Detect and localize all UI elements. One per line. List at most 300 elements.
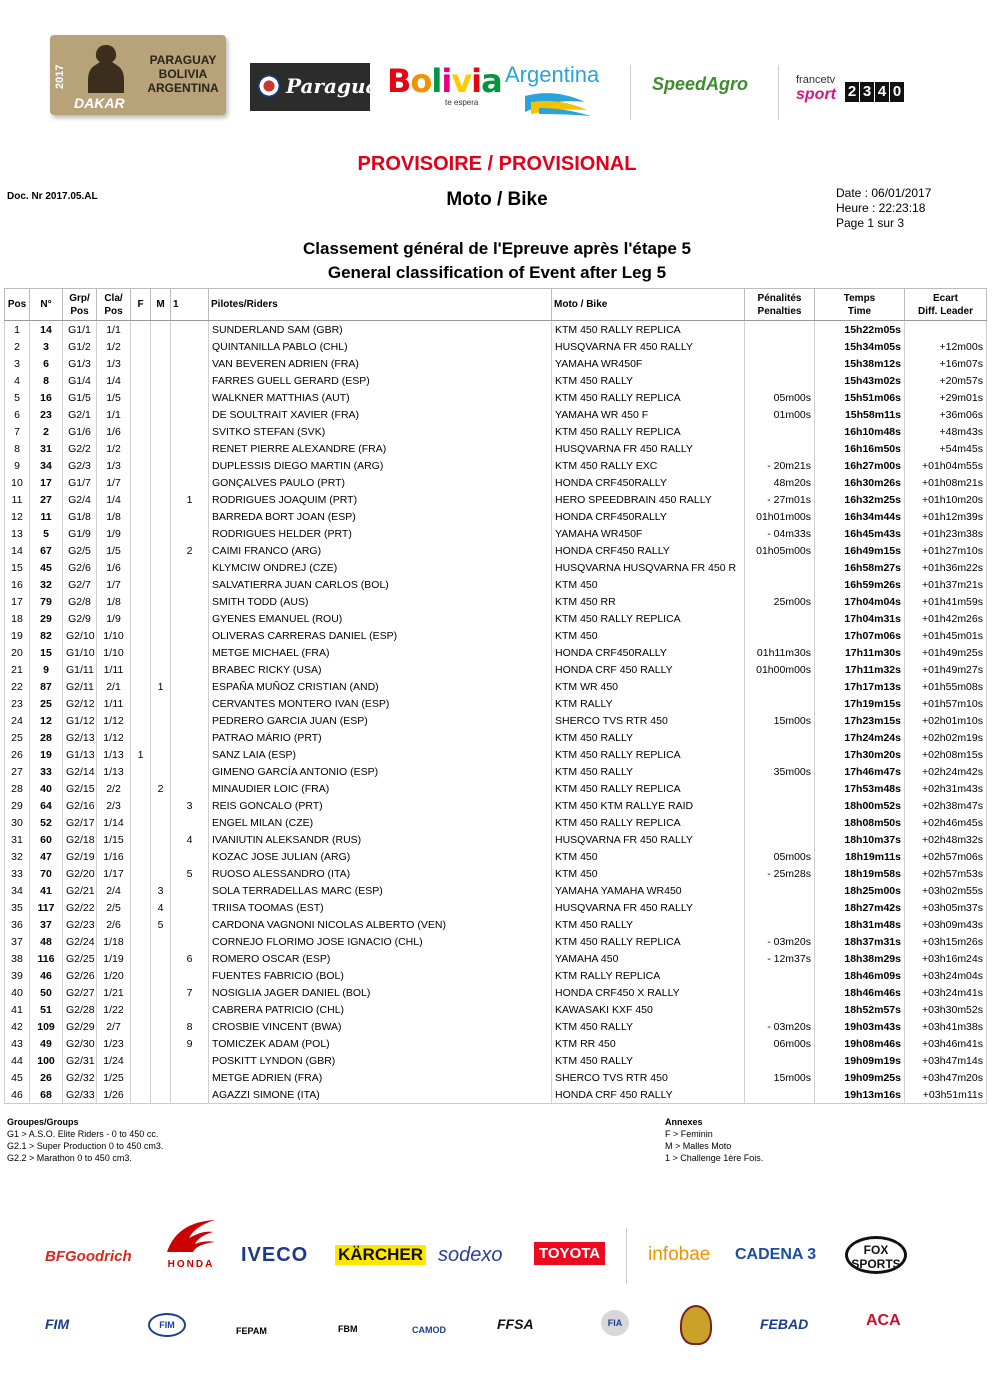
row-penalty — [745, 882, 815, 899]
row-time: 18h37m31s — [815, 933, 905, 950]
row-penalty — [745, 576, 815, 593]
row-malles-moto — [151, 474, 171, 491]
row-malles-moto: 2 — [151, 780, 171, 797]
table-row — [5, 933, 987, 950]
row-pos: 12 — [5, 508, 30, 525]
row-bike: KTM RALLY REPLICA — [552, 967, 745, 984]
row-feminin — [131, 933, 151, 950]
cadena3-logo: CADENA 3 — [735, 1246, 817, 1263]
dakar-logo-word: DAKAR — [74, 95, 125, 111]
table-row — [5, 525, 987, 542]
row-first-time — [171, 576, 209, 593]
row-pos: 16 — [5, 576, 30, 593]
row-time: 18h00m52s — [815, 797, 905, 814]
table-row — [5, 1018, 987, 1035]
table-row — [5, 967, 987, 984]
ffsa-logo: FFSA — [497, 1316, 534, 1332]
row-time: 19h03m43s — [815, 1018, 905, 1035]
row-group-pos: G2/20 — [63, 865, 97, 882]
row-time: 16h30m26s — [815, 474, 905, 491]
row-group-pos: G2/27 — [63, 984, 97, 1001]
row-pos: 2 — [5, 338, 30, 355]
row-penalty — [745, 729, 815, 746]
row-pos: 27 — [5, 763, 30, 780]
row-penalty: 01m00s — [745, 406, 815, 423]
row-time: 16h16m50s — [815, 440, 905, 457]
row-feminin — [131, 865, 151, 882]
sodexo-logo: sodexo — [438, 1244, 503, 1266]
row-number: 37 — [30, 916, 63, 933]
classification-title-fr: Classement général de l'Epreuve après l'étape 5 — [303, 239, 691, 258]
fia-logo: FIA — [601, 1310, 629, 1336]
row-group-pos: G2/6 — [63, 559, 97, 576]
row-feminin — [131, 593, 151, 610]
row-pos: 38 — [5, 950, 30, 967]
row-feminin — [131, 474, 151, 491]
row-feminin — [131, 882, 151, 899]
fox-sports-logo: FOX SPORTS — [845, 1236, 907, 1274]
row-group-pos: G2/11 — [63, 678, 97, 695]
row-penalty — [745, 780, 815, 797]
row-rider: ROMERO OSCAR (ESP) — [209, 950, 552, 967]
row-bike: KTM 450 RALLY REPLICA — [552, 814, 745, 831]
row-first-time — [171, 814, 209, 831]
col-group-pos: Grp/ Pos — [63, 289, 97, 321]
row-gap: +02h01m10s — [905, 712, 987, 729]
row-pos: 42 — [5, 1018, 30, 1035]
row-group-pos: G1/5 — [63, 389, 97, 406]
row-rider: METGE MICHAEL (FRA) — [209, 644, 552, 661]
row-bike: YAMAHA WR 450 F — [552, 406, 745, 423]
row-gap — [905, 321, 987, 339]
row-number: 82 — [30, 627, 63, 644]
row-number: 67 — [30, 542, 63, 559]
row-rider: FARRES GUELL GERARD (ESP) — [209, 372, 552, 389]
row-time: 16h34m44s — [815, 508, 905, 525]
row-pos: 28 — [5, 780, 30, 797]
row-number: 28 — [30, 729, 63, 746]
row-gap: +54m45s — [905, 440, 987, 457]
row-bike: HONDA CRF450 X RALLY — [552, 984, 745, 1001]
row-malles-moto — [151, 933, 171, 950]
row-time: 18h31m48s — [815, 916, 905, 933]
row-penalty: - 25m28s — [745, 865, 815, 882]
aca-logo: ACA — [866, 1312, 901, 1329]
row-group-pos: G1/13 — [63, 746, 97, 763]
row-malles-moto — [151, 440, 171, 457]
row-first-time — [171, 423, 209, 440]
row-feminin — [131, 712, 151, 729]
row-first-time — [171, 440, 209, 457]
row-bike: KTM 450 RALLY REPLICA — [552, 780, 745, 797]
table-row — [5, 457, 987, 474]
row-time: 15h43m02s — [815, 372, 905, 389]
row-malles-moto — [151, 1018, 171, 1035]
row-penalty — [745, 559, 815, 576]
row-bike: HUSQVARNA FR 450 RALLY — [552, 440, 745, 457]
row-class-pos: 1/20 — [97, 967, 131, 984]
row-rider: PEDRERO GARCIA JUAN (ESP) — [209, 712, 552, 729]
table-row — [5, 644, 987, 661]
row-bike: SHERCO TVS RTR 450 — [552, 1069, 745, 1086]
row-feminin — [131, 406, 151, 423]
row-penalty: 48m20s — [745, 474, 815, 491]
row-penalty: 25m00s — [745, 593, 815, 610]
row-class-pos: 1/1 — [97, 406, 131, 423]
row-malles-moto — [151, 525, 171, 542]
row-group-pos: G1/12 — [63, 712, 97, 729]
row-malles-moto: 1 — [151, 678, 171, 695]
row-pos: 40 — [5, 984, 30, 1001]
row-feminin — [131, 848, 151, 865]
row-class-pos: 1/5 — [97, 542, 131, 559]
row-group-pos: G1/1 — [63, 321, 97, 339]
row-bike: HONDA CRF450RALLY — [552, 508, 745, 525]
row-group-pos: G2/24 — [63, 933, 97, 950]
row-malles-moto — [151, 865, 171, 882]
col-class-pos: Cla/ Pos — [97, 289, 131, 321]
row-feminin — [131, 729, 151, 746]
row-time: 16h27m00s — [815, 457, 905, 474]
dakar-logo-countries: PARAGUAY BOLIVIA ARGENTINA — [147, 53, 219, 95]
table-row — [5, 559, 987, 576]
row-number: 87 — [30, 678, 63, 695]
row-rider: BARREDA BORT JOAN (ESP) — [209, 508, 552, 525]
classification-title-en: General classification of Event after Leg 5 — [327, 263, 667, 282]
table-row — [5, 1086, 987, 1104]
row-time: 15h51m06s — [815, 389, 905, 406]
row-class-pos: 1/25 — [97, 1069, 131, 1086]
row-class-pos: 1/7 — [97, 576, 131, 593]
row-malles-moto — [151, 1086, 171, 1104]
row-number: 32 — [30, 576, 63, 593]
row-malles-moto — [151, 1001, 171, 1018]
row-rider: SUNDERLAND SAM (GBR) — [209, 321, 552, 339]
row-feminin — [131, 644, 151, 661]
speedagro-logo: SpeedAgro — [652, 74, 749, 94]
row-first-time — [171, 712, 209, 729]
row-feminin — [131, 355, 151, 372]
row-group-pos: G2/4 — [63, 491, 97, 508]
table-row — [5, 1052, 987, 1069]
table-row — [5, 321, 987, 339]
argentina-wave-icon — [505, 90, 617, 118]
row-group-pos: G1/4 — [63, 372, 97, 389]
table-row — [5, 729, 987, 746]
row-class-pos: 1/19 — [97, 950, 131, 967]
row-feminin — [131, 423, 151, 440]
row-rider: CABRERA PATRICIO (CHL) — [209, 1001, 552, 1018]
row-first-time — [171, 338, 209, 355]
row-group-pos: G2/18 — [63, 831, 97, 848]
row-feminin — [131, 372, 151, 389]
table-body — [5, 321, 987, 1104]
federation-crest-icon — [680, 1305, 712, 1345]
row-rider: CROSBIE VINCENT (BWA) — [209, 1018, 552, 1035]
row-first-time — [171, 1001, 209, 1018]
row-feminin — [131, 831, 151, 848]
row-group-pos: G2/9 — [63, 610, 97, 627]
table-row — [5, 372, 987, 389]
row-time: 15h58m11s — [815, 406, 905, 423]
row-first-time — [171, 627, 209, 644]
francetv-channel-numbers: 2 3 4 0 — [845, 82, 904, 102]
row-feminin — [131, 525, 151, 542]
table-row — [5, 406, 987, 423]
row-bike: KTM RR 450 — [552, 1035, 745, 1052]
row-class-pos: 1/5 — [97, 389, 131, 406]
row-penalty — [745, 627, 815, 644]
row-group-pos: G1/9 — [63, 525, 97, 542]
row-feminin: 1 — [131, 746, 151, 763]
row-first-time — [171, 882, 209, 899]
row-time: 19h09m25s — [815, 1069, 905, 1086]
row-feminin — [131, 1086, 151, 1104]
row-penalty — [745, 1086, 815, 1104]
row-malles-moto — [151, 763, 171, 780]
row-group-pos: G2/12 — [63, 695, 97, 712]
row-rider: KOZAC JOSE JULIAN (ARG) — [209, 848, 552, 865]
row-class-pos: 2/6 — [97, 916, 131, 933]
row-feminin — [131, 491, 151, 508]
row-pos: 34 — [5, 882, 30, 899]
row-rider: POSKITT LYNDON (GBR) — [209, 1052, 552, 1069]
row-bike: KTM 450 RALLY REPLICA — [552, 610, 745, 627]
row-feminin — [131, 950, 151, 967]
row-bike: HONDA CRF450RALLY — [552, 644, 745, 661]
row-number: 8 — [30, 372, 63, 389]
row-first-time — [171, 559, 209, 576]
row-penalty — [745, 440, 815, 457]
row-bike: KTM 450 RALLY — [552, 372, 745, 389]
table-row — [5, 848, 987, 865]
row-gap: +02h02m19s — [905, 729, 987, 746]
row-number: 25 — [30, 695, 63, 712]
fim-europe-logo: FIM — [45, 1316, 70, 1332]
row-feminin — [131, 814, 151, 831]
table-row — [5, 542, 987, 559]
row-number: 14 — [30, 321, 63, 339]
row-number: 70 — [30, 865, 63, 882]
row-first-time — [171, 474, 209, 491]
col-time: Temps Time — [815, 289, 905, 321]
row-bike: YAMAHA YAMAHA WR450 — [552, 882, 745, 899]
row-gap: +03h41m38s — [905, 1018, 987, 1035]
row-first-time: 4 — [171, 831, 209, 848]
row-malles-moto — [151, 457, 171, 474]
row-gap: +02h08m15s — [905, 746, 987, 763]
row-bike: KTM WR 450 — [552, 678, 745, 695]
row-penalty — [745, 695, 815, 712]
row-penalty: 01h00m00s — [745, 661, 815, 678]
row-number: 16 — [30, 389, 63, 406]
row-pos: 25 — [5, 729, 30, 746]
row-number: 29 — [30, 610, 63, 627]
table-row — [5, 746, 987, 763]
row-bike: HONDA CRF 450 RALLY — [552, 1086, 745, 1104]
row-bike: KTM 450 RALLY — [552, 1018, 745, 1035]
row-malles-moto — [151, 627, 171, 644]
row-feminin — [131, 661, 151, 678]
row-gap: +01h04m55s — [905, 457, 987, 474]
row-bike: YAMAHA WR450F — [552, 355, 745, 372]
row-feminin — [131, 457, 151, 474]
dakar-logo-year: 2017 — [54, 64, 66, 90]
row-number: 6 — [30, 355, 63, 372]
time: Heure : 22:23:18 — [836, 201, 926, 215]
table-row — [5, 984, 987, 1001]
row-time: 18h46m09s — [815, 967, 905, 984]
row-group-pos: G2/7 — [63, 576, 97, 593]
header-divider — [778, 65, 779, 120]
row-malles-moto — [151, 950, 171, 967]
row-first-time — [171, 678, 209, 695]
category-title: Moto / Bike — [446, 189, 548, 210]
row-gap: +01h45m01s — [905, 627, 987, 644]
row-malles-moto — [151, 576, 171, 593]
row-group-pos: G2/26 — [63, 967, 97, 984]
row-malles-moto — [151, 1052, 171, 1069]
row-class-pos: 1/26 — [97, 1086, 131, 1104]
row-bike: YAMAHA WR450F — [552, 525, 745, 542]
row-time: 17h04m04s — [815, 593, 905, 610]
row-rider: NOSIGLIA JAGER DANIEL (BOL) — [209, 984, 552, 1001]
row-class-pos: 1/10 — [97, 627, 131, 644]
row-first-time — [171, 661, 209, 678]
row-class-pos: 1/22 — [97, 1001, 131, 1018]
row-pos: 18 — [5, 610, 30, 627]
row-gap: +01h27m10s — [905, 542, 987, 559]
row-class-pos: 1/13 — [97, 763, 131, 780]
bfgoodrich-logo: BFGoodrich — [45, 1248, 132, 1265]
row-gap: +02h46m45s — [905, 814, 987, 831]
row-feminin — [131, 695, 151, 712]
row-group-pos: G2/23 — [63, 916, 97, 933]
row-time: 18h08m50s — [815, 814, 905, 831]
row-class-pos: 1/11 — [97, 695, 131, 712]
row-feminin — [131, 389, 151, 406]
row-bike: KTM 450 RALLY REPLICA — [552, 933, 745, 950]
row-class-pos: 1/11 — [97, 661, 131, 678]
row-time: 17h53m48s — [815, 780, 905, 797]
row-rider: GYENES EMANUEL (ROU) — [209, 610, 552, 627]
row-time: 18h27m42s — [815, 899, 905, 916]
row-time: 15h34m05s — [815, 338, 905, 355]
row-feminin — [131, 797, 151, 814]
row-number: 9 — [30, 661, 63, 678]
row-time: 16h45m43s — [815, 525, 905, 542]
table-row — [5, 916, 987, 933]
row-group-pos: G1/2 — [63, 338, 97, 355]
row-penalty: - 12m37s — [745, 950, 815, 967]
row-time: 17h07m06s — [815, 627, 905, 644]
table-row — [5, 474, 987, 491]
row-class-pos: 2/3 — [97, 797, 131, 814]
table-row — [5, 610, 987, 627]
row-number: 45 — [30, 559, 63, 576]
row-rider: CAIMI FRANCO (ARG) — [209, 542, 552, 559]
row-bike: KTM 450 RALLY — [552, 763, 745, 780]
row-penalty — [745, 423, 815, 440]
row-malles-moto — [151, 338, 171, 355]
row-rider: RODRIGUES JOAQUIM (PRT) — [209, 491, 552, 508]
row-pos: 31 — [5, 831, 30, 848]
row-number: 31 — [30, 440, 63, 457]
row-first-time: 6 — [171, 950, 209, 967]
row-gap: +02h31m43s — [905, 780, 987, 797]
paraguay-seal-icon — [258, 75, 280, 97]
row-pos: 32 — [5, 848, 30, 865]
row-class-pos: 1/8 — [97, 508, 131, 525]
row-bike: HONDA CRF450RALLY — [552, 474, 745, 491]
row-class-pos: 2/7 — [97, 1018, 131, 1035]
row-rider: TRIISA TOOMAS (EST) — [209, 899, 552, 916]
row-pos: 44 — [5, 1052, 30, 1069]
row-gap: +03h24m41s — [905, 984, 987, 1001]
row-group-pos: G2/2 — [63, 440, 97, 457]
row-group-pos: G1/10 — [63, 644, 97, 661]
row-class-pos: 2/5 — [97, 899, 131, 916]
table-row — [5, 882, 987, 899]
row-gap: +03h15m26s — [905, 933, 987, 950]
row-time: 16h10m48s — [815, 423, 905, 440]
provisional-status: PROVISOIRE / PROVISIONAL — [357, 153, 637, 175]
row-gap: +01h10m20s — [905, 491, 987, 508]
row-pos: 46 — [5, 1086, 30, 1104]
row-number: 46 — [30, 967, 63, 984]
row-first-time — [171, 644, 209, 661]
row-rider: GONÇALVES PAULO (PRT) — [209, 474, 552, 491]
row-feminin — [131, 508, 151, 525]
row-feminin — [131, 321, 151, 339]
row-number: 33 — [30, 763, 63, 780]
row-group-pos: G1/6 — [63, 423, 97, 440]
bolivia-logo: Bolivia te espera — [387, 62, 502, 107]
karcher-logo: KÄRCHER — [335, 1245, 426, 1265]
row-time: 19h13m16s — [815, 1086, 905, 1104]
row-first-time — [171, 1069, 209, 1086]
row-bike: HUSQVARNA FR 450 RALLY — [552, 899, 745, 916]
row-number: 15 — [30, 644, 63, 661]
row-gap: +12m00s — [905, 338, 987, 355]
row-malles-moto — [151, 746, 171, 763]
row-group-pos: G2/17 — [63, 814, 97, 831]
row-malles-moto — [151, 610, 171, 627]
row-time: 19h09m19s — [815, 1052, 905, 1069]
row-number: 68 — [30, 1086, 63, 1104]
row-penalty — [745, 372, 815, 389]
row-class-pos: 1/9 — [97, 610, 131, 627]
row-number: 47 — [30, 848, 63, 865]
row-bike: KTM 450 RALLY EXC — [552, 457, 745, 474]
row-malles-moto — [151, 1069, 171, 1086]
honda-logo: HONDA — [163, 1218, 219, 1268]
row-rider: CORNEJO FLORIMO JOSE IGNACIO (CHL) — [209, 933, 552, 950]
table-row — [5, 355, 987, 372]
table-row — [5, 695, 987, 712]
row-time: 18h25m00s — [815, 882, 905, 899]
row-number: 11 — [30, 508, 63, 525]
row-bike: KTM 450 — [552, 627, 745, 644]
row-first-time — [171, 372, 209, 389]
row-penalty: 05m00s — [745, 848, 815, 865]
row-pos: 30 — [5, 814, 30, 831]
row-class-pos: 1/16 — [97, 848, 131, 865]
sponsor-divider — [626, 1228, 627, 1284]
col-bike: Moto / Bike — [552, 289, 745, 321]
row-penalty: 06m00s — [745, 1035, 815, 1052]
row-pos: 9 — [5, 457, 30, 474]
